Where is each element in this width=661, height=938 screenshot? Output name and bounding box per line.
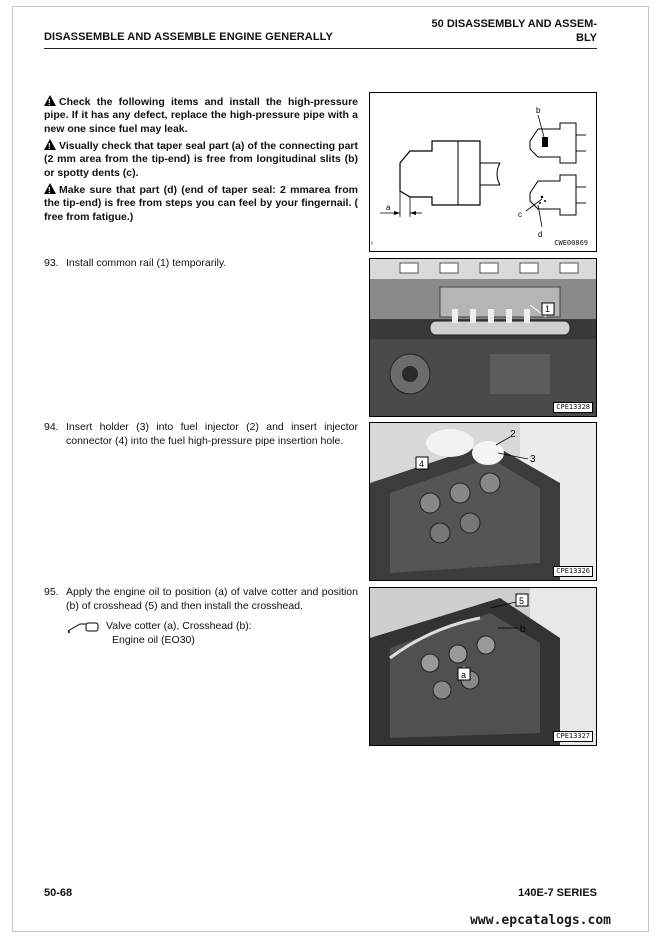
callout-b: b: [520, 624, 526, 635]
warning-3: [44, 182, 358, 224]
step-number: 94.: [44, 421, 59, 433]
lubricant-spec: Engine oil (EO30): [112, 633, 195, 646]
series-label: 140E-7 SERIES: [518, 887, 597, 899]
common-rail-photo: [369, 258, 597, 417]
step-number: 95.: [44, 586, 59, 598]
lubricant-note: [66, 620, 252, 647]
step-text: Insert holder (3) into fuel injector (2) and insert injector connector (4) into the fuel high-pressure pipe insertion hole.: [66, 421, 358, 447]
label-d: d: [538, 230, 543, 239]
callout-3: 3: [530, 454, 536, 465]
callout-4: 4: [419, 459, 425, 469]
warning-icon: [44, 95, 56, 106]
step-93: [44, 257, 358, 271]
step-95: [44, 586, 358, 613]
oil-can-icon: [66, 620, 102, 634]
warning-2-text: Visually check that taper seal part (a) of the connecting part (2 mm area from the tip-end) is free from longitudinal slits (b) or spotty dents (c).: [44, 140, 358, 179]
step-number: 93.: [44, 257, 59, 269]
injector-photo-drawing: [370, 423, 596, 580]
figure-code: CPE13326: [553, 566, 593, 577]
callout-a: a: [461, 670, 467, 680]
header-rule: [44, 48, 597, 49]
lubricant-target: Valve cotter (a), Crosshead (b):: [106, 620, 252, 632]
callout-5: 5: [519, 596, 525, 606]
warning-1: [44, 94, 358, 136]
crosshead-photo-drawing: [370, 588, 596, 745]
taper-seal-drawing: [370, 93, 596, 251]
chapter-title-line1: 50 DISASSEMBLY AND ASSEM-: [431, 18, 597, 30]
step-text: Install common rail (1) temporarily.: [66, 257, 227, 269]
section-title: DISASSEMBLE AND ASSEMBLE ENGINE GENERALLY: [44, 31, 333, 43]
watermark-url: www.epcatalogs.com: [470, 913, 611, 928]
taper-seal-diagram: [369, 92, 597, 252]
label-c: c: [518, 210, 522, 219]
crosshead-photo: [369, 587, 597, 746]
step-94: [44, 421, 358, 448]
figure-code: CPE13327: [553, 731, 593, 742]
chapter-title-line2: BLY: [576, 32, 597, 44]
label-b: b: [536, 106, 541, 115]
warning-1-text: Check the following items and install the high-pressure pipe. If it has any defect, replace the high-pressure pipe with a new one since fuel may leak.: [44, 96, 358, 135]
callout-2: 2: [510, 429, 516, 440]
callout-1: 1: [545, 304, 551, 314]
warning-icon: [44, 139, 56, 150]
warning-3-text: Make sure that part (d) (end of taper seal: 2 mmarea from the tip-end) is free from steps you can feel by your fingernail. ( free from fatigue.): [44, 184, 358, 223]
page-number: 50-68: [44, 887, 73, 899]
step-text: Apply the engine oil to position (a) of valve cotter and position (b) of crosshead (5) and then install the crosshead.: [66, 586, 358, 612]
warning-icon: [44, 183, 56, 194]
injector-photo: [369, 422, 597, 581]
label-a: a: [386, 203, 391, 212]
diagram-code: CWE00869: [554, 239, 588, 247]
chapter-title: [397, 17, 597, 45]
figure-code: CPE13328: [553, 402, 593, 413]
warning-2: [44, 138, 358, 180]
common-rail-photo-drawing: [370, 259, 596, 416]
